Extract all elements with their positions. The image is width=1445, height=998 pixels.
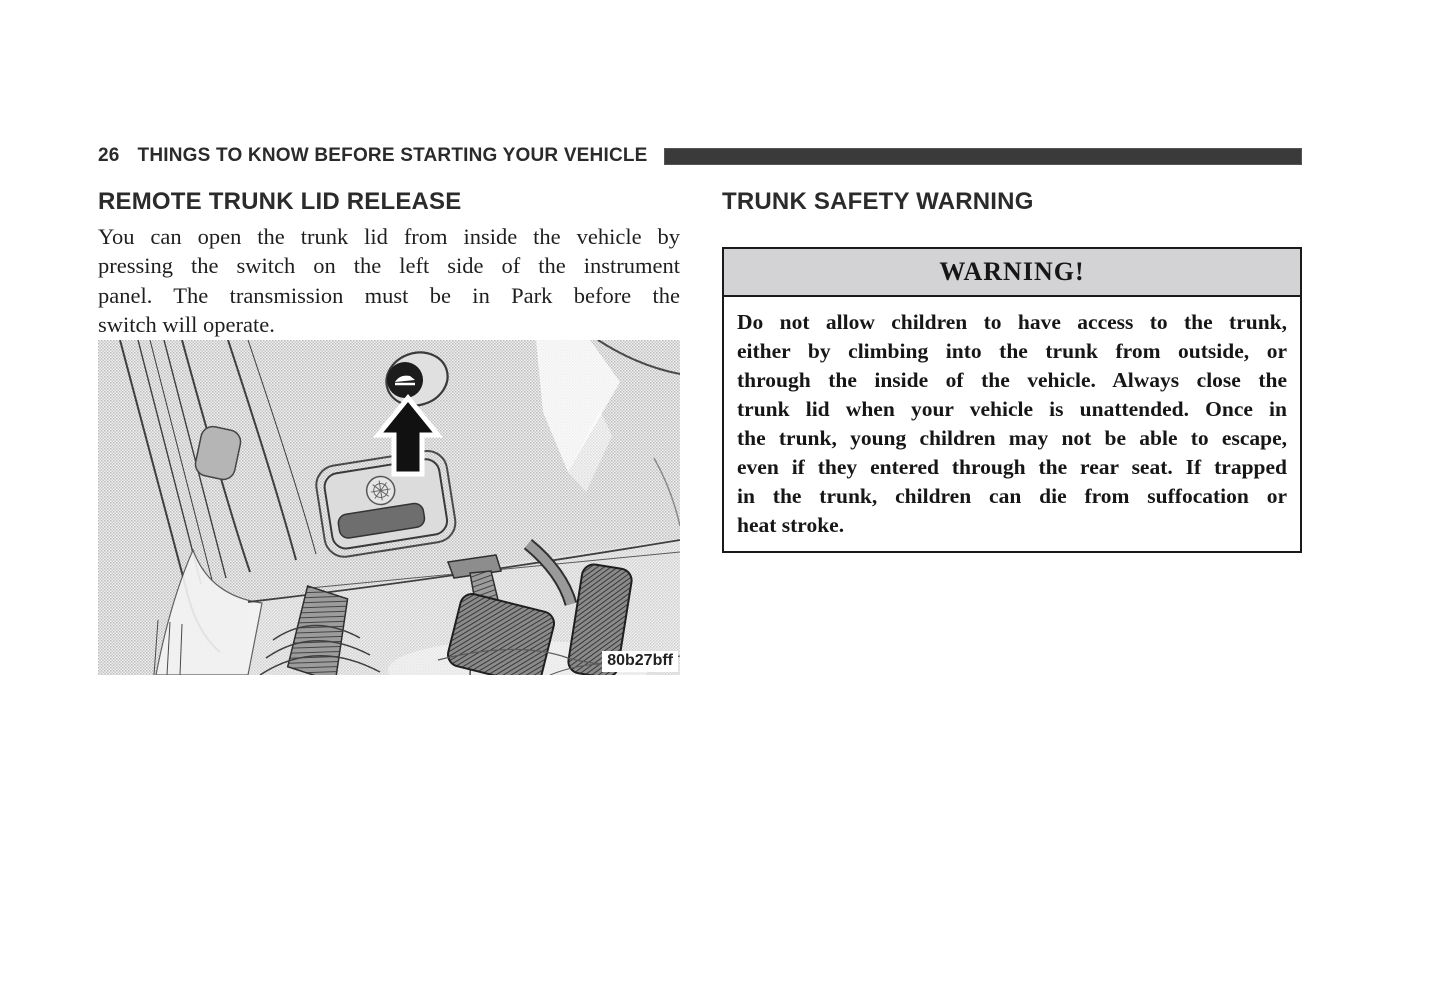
section-title-trunk-safety-warning: TRUNK SAFETY WARNING bbox=[722, 188, 1034, 215]
left-column bbox=[98, 188, 680, 669]
warning-title: WARNING! bbox=[724, 249, 1300, 297]
warning-body-text: Do not allow children to have access to the trunk, either by climbing into the trunk from outside, or through the inside of the vehicle. Always close the trunk lid when your vehicle is unattended. Once in the trunk, young children may not be able to escape, even if they entered through the rear seat. If trapped in the trunk, children can die from suffocation or heat stroke. bbox=[737, 310, 1287, 537]
page-number: 26 bbox=[98, 145, 120, 166]
warning-box bbox=[722, 247, 1302, 553]
trunk-release-illustration bbox=[98, 340, 680, 675]
running-header-title: THINGS TO KNOW BEFORE STARTING YOUR VEHICLE bbox=[137, 145, 648, 166]
header-rule-bar bbox=[664, 148, 1302, 165]
figure-code-label: 80b27bff bbox=[602, 651, 678, 672]
running-header bbox=[98, 145, 1302, 167]
remote-trunk-paragraph: You can open the trunk lid from inside the vehicle by pressing the switch on the left side of the instrument panel. The transmission must be in Park before the switch will operate. bbox=[98, 224, 680, 338]
hood-release-handle bbox=[313, 448, 458, 560]
section-title-remote-trunk-lid-release: REMOTE TRUNK LID RELEASE bbox=[98, 188, 462, 215]
right-column bbox=[722, 188, 1302, 537]
illustration-canvas bbox=[98, 340, 680, 675]
